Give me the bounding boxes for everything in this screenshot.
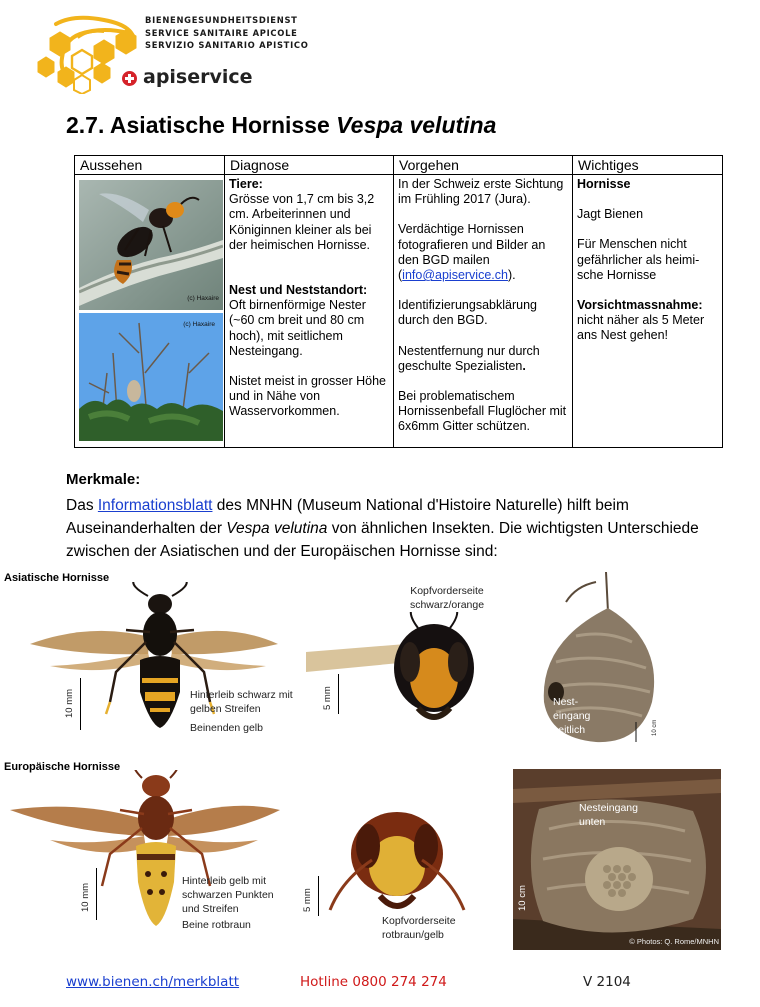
photo-credit: (c) Haxaire xyxy=(187,294,219,302)
swiss-cross-icon xyxy=(122,71,137,86)
header-aussehen: Aussehen xyxy=(75,156,225,175)
email-link[interactable]: info@apiservice.ch xyxy=(402,268,508,283)
brand-name: apiservice xyxy=(143,66,253,88)
organization-name xyxy=(145,14,309,52)
header-wichtiges: Wichtiges xyxy=(573,156,723,175)
wichtiges-l1: Jagt Bienen xyxy=(577,207,644,222)
nest-heading: Nest und Neststandort: xyxy=(229,283,368,298)
hornisse-heading: Hornisse xyxy=(577,177,631,191)
nest-text: Oft birnenförmige Nester (~60 cm breit und 80 cm hoch), mit seitlichem Nesteingang. xyxy=(229,298,366,358)
header-diagnose: Diagnose xyxy=(225,156,394,175)
asian-head-caption: Kopfvorderseite schwarz/orange xyxy=(409,585,485,611)
merkmale-paragraph: Das Informationsblatt des MNHN (Museum National d'Histoire Naturelle) hilft beim Auseinanderhalten der Vespa velutina von ähnlichen Insekten. Die wichtigsten Unterschiede zwischen der Asiatischen und der Europäischen Hornisse sind: xyxy=(66,497,699,560)
vorgehen-p5: Bei problematischem Hornissenbefall Fluglöcher mit 6x6mm Gitter schützen. xyxy=(398,389,567,434)
european-nest-photo xyxy=(513,769,721,950)
photo-credit: © Photos: Q. Rome/MNHN xyxy=(629,937,719,946)
vorgehen-p1: In der Schweiz erste Sichtung im Frühling 2017 (Jura). xyxy=(398,177,564,207)
table-row xyxy=(75,175,723,448)
scale-10mm-label: 10 mm xyxy=(80,882,91,912)
asian-legs-caption: Beinenden gelb xyxy=(190,722,263,734)
scale-10mm-label: 10 mm xyxy=(64,688,75,718)
footer-version: V 2104 xyxy=(583,974,631,990)
title-number: 2.7. Asiatische Hornisse xyxy=(66,112,337,138)
vorgehen-cell xyxy=(394,175,573,448)
merkmale-heading: Merkmale: xyxy=(66,471,141,488)
org-line-de: BIENENGESUNDHEITSDIENST xyxy=(145,15,298,25)
org-line-it: SERVIZIO SANITARIO APISTICO xyxy=(145,40,309,50)
european-legs-caption: Beine rotbraun xyxy=(182,919,251,931)
asian-hornet-head-image xyxy=(306,612,486,732)
european-hornet-label: Europäische Hornisse xyxy=(4,761,121,773)
hornet-photo xyxy=(79,180,223,310)
tiere-text: Grösse von 1,7 cm bis 3,2 cm. Arbeiterinnen und Königinnen kleiner als bei der heimischen Hornisse. xyxy=(229,192,375,252)
vorgehen-p3: Identifizierungsabklärung durch den BGD. xyxy=(398,298,537,328)
nistet-text: Nistet meist in grosser Höhe und in Nähe von Wasservorkommen. xyxy=(229,374,387,419)
european-head-caption: Kopfvorderseite rotbraun/gelb xyxy=(382,915,456,941)
scale-bar xyxy=(96,868,97,920)
scale-bar xyxy=(338,674,339,714)
nest-in-tree-photo xyxy=(79,313,223,441)
european-body-caption: Hinterleib gelb mit schwarzen Punkten und Streifen xyxy=(182,875,274,915)
informationsblatt-link[interactable]: Informationsblatt xyxy=(97,497,213,514)
asian-nest-caption: Nest-eingang seitlich xyxy=(553,696,591,736)
page-title xyxy=(66,112,496,139)
asian-hornet-label: Asiatische Hornisse xyxy=(4,572,110,584)
vorgehen-p4: Nestentfernung nur durch geschulte Spezialisten. xyxy=(398,343,540,373)
scale-10cm-label: 10 cm xyxy=(517,885,528,911)
footer-link[interactable]: www.bienen.ch/merkblatt xyxy=(66,974,240,990)
vorgehen-p2: Verdächtige Hornissen fotografieren und Bilder an den BGD mailen (info@apiservice.ch). xyxy=(398,222,546,283)
footer-hotline: Hotline 0800 274 274 xyxy=(300,974,447,990)
european-nest-image xyxy=(513,769,721,950)
vorsicht-heading: Vorsichtmassnahme: xyxy=(577,298,703,313)
scale-5mm-label: 5 mm xyxy=(302,888,313,912)
scale-bar xyxy=(80,678,81,730)
diagnose-cell xyxy=(225,175,394,448)
info-table xyxy=(74,155,723,448)
wichtiges-cell xyxy=(573,175,723,448)
scale-10cm-label: 10 cm xyxy=(652,719,658,736)
european-hornet-head-image xyxy=(322,800,472,920)
scale-bar xyxy=(318,876,319,916)
european-nest-caption: Nesteingang unten xyxy=(579,802,638,828)
wichtiges-l2: Für Menschen nicht gefährlicher als heimi-sche Hornisse xyxy=(577,237,700,282)
photo-credit: (c) Haxaire xyxy=(183,321,215,328)
tiere-heading: Tiere: xyxy=(229,177,263,191)
table-header-row xyxy=(75,156,723,175)
org-line-fr: SERVICE SANITAIRE APICOLE xyxy=(145,27,298,38)
title-latin-name: Vespa velutina xyxy=(336,112,497,138)
asian-body-caption: Hinterleib schwarz mit gelben Streifen xyxy=(190,689,293,715)
scale-5mm-label: 5 mm xyxy=(322,686,333,710)
vorsicht-text: nicht näher als 5 Meter ans Nest gehen! xyxy=(577,313,705,343)
aussehen-cell xyxy=(75,175,225,448)
header-vorgehen: Vorgehen xyxy=(394,156,573,175)
